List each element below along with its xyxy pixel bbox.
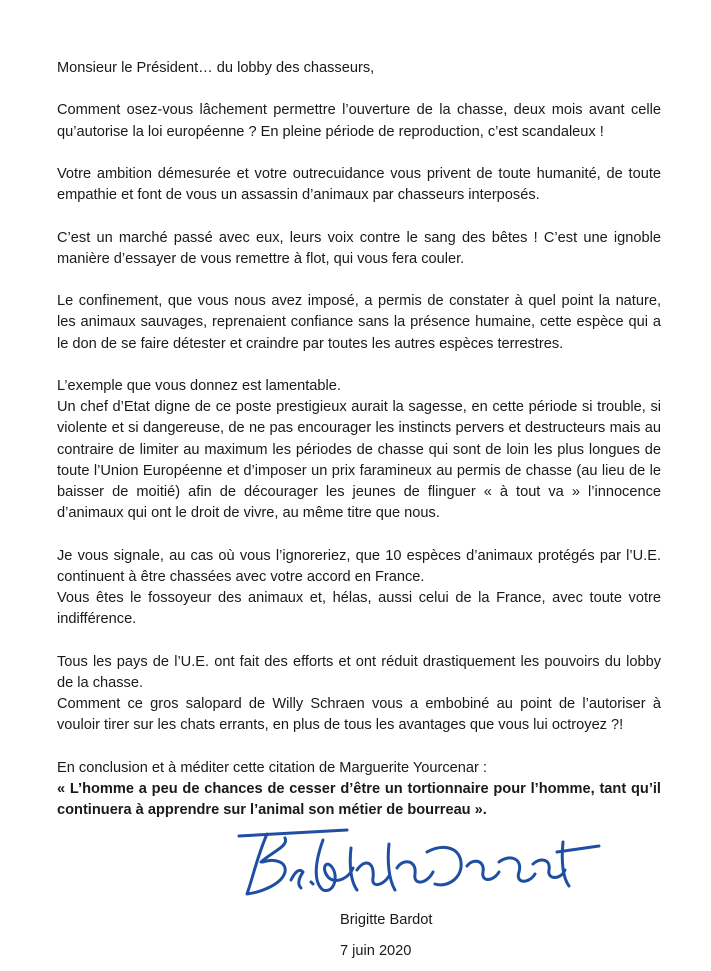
- paragraph-7b: Comment ce gros salopard de Willy Schraen vous a embobiné au point de l’autoriser à vouloir tirer sur les chats errants, en plus de tous les avantages que vous lui octroyez ?!: [57, 695, 661, 734]
- paragraph-1: Comment osez-vous lâchement permettre l’ouverture de la chasse, deux mois avant celle qu’autorise la loi européenne ? En pleine période de reproduction, c’est scandaleux !: [57, 102, 661, 140]
- letter-date: 7 juin 2020: [340, 943, 412, 959]
- paragraph-3: C’est un marché passé avec eux, leurs voix contre le sang des bêtes ! C’est une ignoble manière d’essayer de vous remettre à flot, qui vous fera couler.: [57, 229, 661, 267]
- salutation: Monsieur le Président… du lobby des chasseurs,: [57, 60, 375, 76]
- letter-body: [57, 58, 661, 842]
- paragraph-8: En conclusion et à méditer cette citation de Marguerite Yourcenar :: [57, 759, 487, 776]
- paragraph-5a: L’exemple que vous donnez est lamentable.: [57, 377, 341, 394]
- paragraph-7a: Tous les pays de l’U.E. ont fait des efforts et ont réduit drastiquement les pouvoirs du lobby de la chasse.: [57, 653, 661, 691]
- paragraph-2: Votre ambition démesurée et votre outrecuidance vous privent de toute humanité, de toute empathie et font de vous un assassin d’animaux par chasseurs interposés.: [57, 165, 661, 204]
- paragraph-5b: Un chef d’Etat digne de ce poste prestigieux aurait la sagesse, en cette période si trouble, si violente et si dangereuse, de ne pas encourager les instincts pervers et destructeurs mais au contraire de limiter au maximum les périodes de chasse qui sont de loin les plus longues de toute l’Union Européenne et d’imposer un prix faramineux au permis de chasse (au lieu de le baisser de moitié) afin de décourager les jeunes de flinguer « à tout va » l’innocence d’animaux qui ont le droit de vivre, au même titre que nous.: [57, 399, 661, 522]
- paragraph-4: Le confinement, que vous nous avez imposé, a permis de constater à quel point la nature, les animaux sauvages, reprenaient confiance sans la présence humaine, cette espèce qui a le don de se faire détester et craindre par toutes les autres espèces terrestres.: [57, 293, 661, 352]
- handwritten-signature: [227, 822, 603, 906]
- yourcenar-quote: « L’homme a peu de chances de cesser d’être un tortionnaire pour l’homme, tant qu’il continuera à apprendre sur l’animal son métier de bourreau ».: [57, 780, 661, 818]
- paragraph-6b: Vous êtes le fossoyeur des animaux et, hélas, aussi celui de la France, avec toute votre indifférence.: [57, 589, 661, 628]
- paragraph-6a: Je vous signale, au cas où vous l’ignoreriez, que 10 espèces d’animaux protégés par l’U.E. continuent à être chassées avec votre accord en France.: [57, 547, 661, 585]
- signer-name: Brigitte Bardot: [340, 912, 433, 928]
